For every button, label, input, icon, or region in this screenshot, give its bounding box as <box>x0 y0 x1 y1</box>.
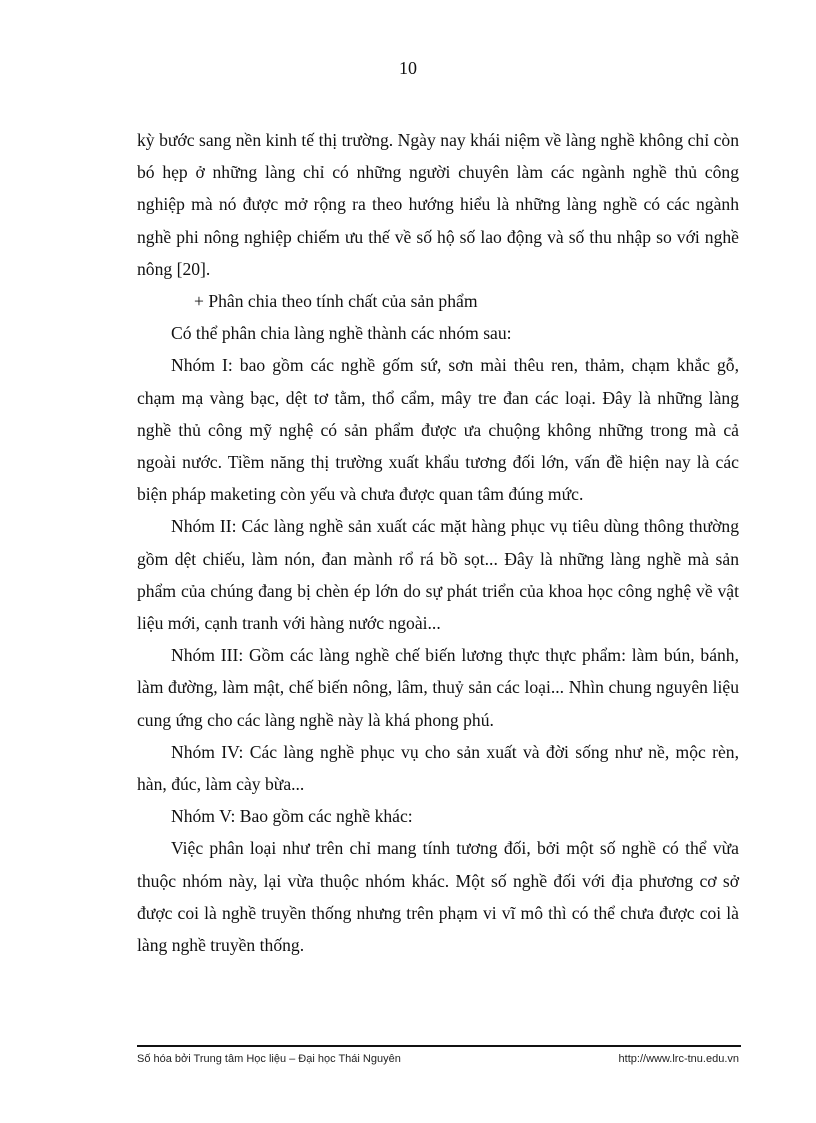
footer-divider <box>137 1045 741 1047</box>
paragraph-group-5: Nhóm V: Bao gồm các nghề khác: <box>171 806 413 827</box>
paragraph-conclusion: Việc phân loại như trên chỉ mang tính tương đối, bởi một số nghề có thể vừa thuộc nhóm này, lại vừa thuộc nhóm khác. Một số nghề đối với địa phương cơ sở được coi là nghề truyền thống nhưng trên phạm vi vĩ mô thì có thể chưa được coi là làng nghề truyền thống. <box>137 838 739 956</box>
body-text <box>137 124 739 961</box>
paragraph-group-3: Nhóm III: Gồm các làng nghề chế biến lương thực thực phẩm: làm bún, bánh, làm đường, làm mật, chế biến nông, lâm, thuỷ sản các loại... Nhìn chung nguyên liệu cung ứng cho các làng nghề này là khá phong phú. <box>137 645 739 730</box>
footer-source: Số hóa bởi Trung tâm Học liệu – Đại học Thái Nguyên <box>137 1053 401 1065</box>
paragraph-group-4: Nhóm IV: Các làng nghề phục vụ cho sản xuất và đời sống như nề, mộc rèn, hàn, đúc, làm cày bừa... <box>137 741 739 795</box>
footer-url: http://www.lrc-tnu.edu.vn <box>618 1053 739 1065</box>
paragraph-group-2: Nhóm II: Các làng nghề sản xuất các mặt hàng phục vụ tiêu dùng thông thường gồm dệt chiếu, làm nón, đan mành rổ rá bồ sọt... Đây là những làng nghề mà sản phẩm của chúng đang bị chèn ép lớn do sự phát triển của khoa học công nghệ về vật liệu mới, cạnh tranh với hàng nước ngoài... <box>137 516 739 634</box>
paragraph-intro: Có thể phân chia làng nghề thành các nhóm sau: <box>171 323 512 344</box>
section-subheading: + Phân chia theo tính chất của sản phẩm <box>194 291 478 312</box>
paragraph-continuation: kỳ bước sang nền kinh tế thị trường. Ngày nay khái niệm về làng nghề không chỉ còn bó hẹp ở những làng chỉ có những người chuyên làm các ngành nghề thủ công nghiệp mà nó được mở rộng ra theo hướng hiểu là những làng nghề có các ngành nghề phi nông nghiệp chiếm ưu thế về số hộ số lao động và số thu nhập so với nghề nông [20]. <box>137 130 739 279</box>
paragraph-group-1: Nhóm I: bao gồm các nghề gốm sứ, sơn mài thêu ren, thảm, chạm khắc gỗ, chạm mạ vàng bạc, dệt tơ tằm, thổ cẩm, mây tre đan các loại. Đây là những làng nghề thủ công mỹ nghệ có sản phẩm được ưa chuộng không những trong mà cả ngoài nước. Tiềm năng thị trường xuất khẩu tương đối lớn, vấn đề hiện nay là các biện pháp maketing còn yếu và chưa được quan tâm đúng mức. <box>137 355 739 505</box>
page-number: 10 <box>399 58 417 78</box>
